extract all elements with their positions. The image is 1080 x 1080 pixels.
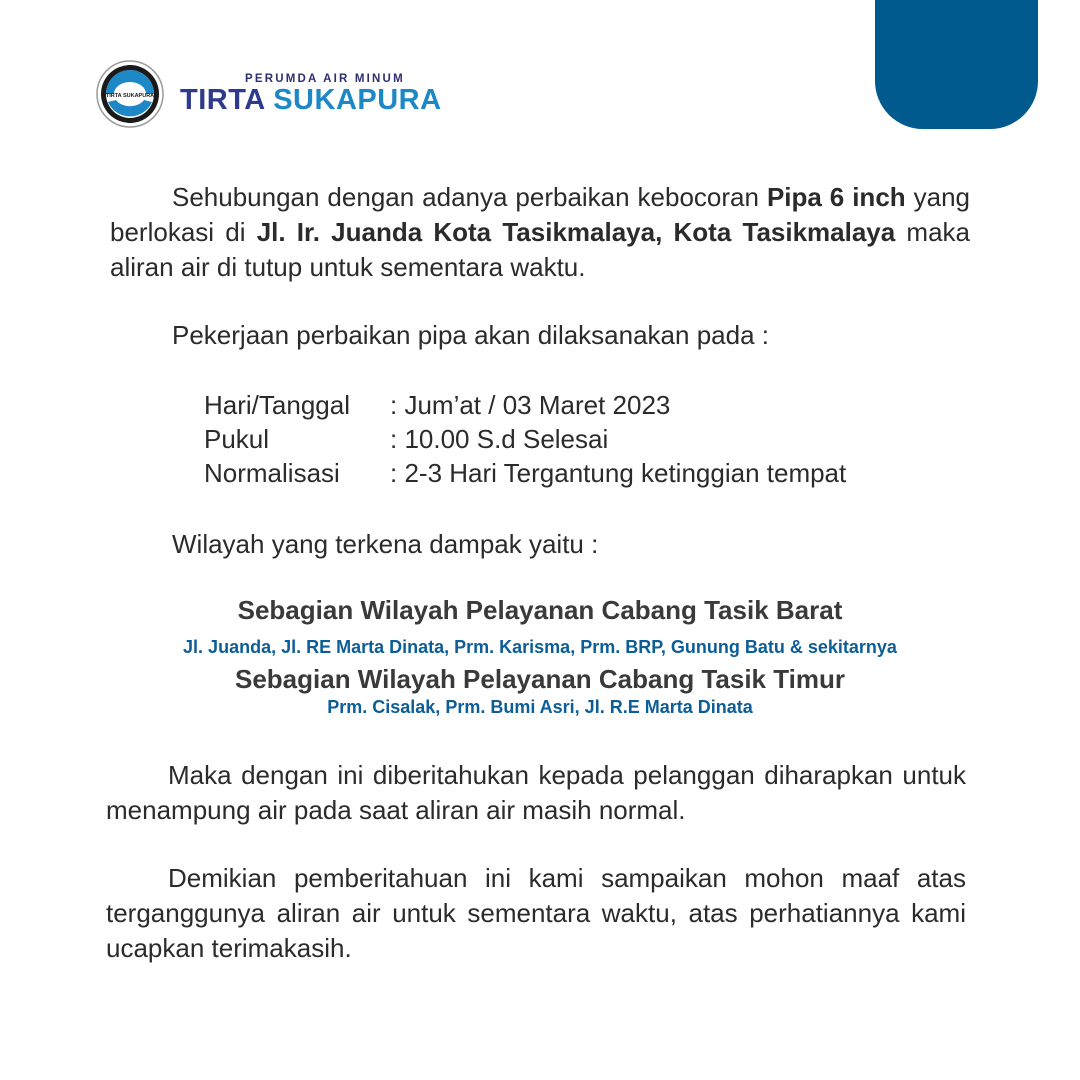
paragraph-closing: Demikian pemberitahuan ini kami sampaikan mohon maaf atas terganggunya aliran air untuk sementara waktu, atas perhatiannya kami ucapkan terimakasih. (106, 863, 966, 963)
schedule-row (204, 388, 846, 422)
brand-name-part2: SUKAPURA (273, 84, 442, 116)
paragraph-intro: Sehubungan dengan adanya perbaikan kebocoran Pipa 6 inch yang berlokasi di Jl. Ir. Juanda Kota Tasikmalaya, Kota Tasikmalaya maka aliran air di tutup untuk sementara waktu. (110, 182, 971, 282)
schedule-value: : 2-3 Hari Tergantung ketinggian tempat (390, 458, 847, 488)
schedule-label: Hari/Tanggal (204, 390, 350, 420)
schedule-row (204, 422, 846, 456)
schedule-label: Pukul (204, 424, 270, 454)
logo-emblem-icon (96, 60, 164, 128)
area-detail: Jl. Juanda, Jl. RE Marta Dinata, Prm. Karisma, Prm. BRP, Gunung Batu & sekitarnya (183, 637, 897, 657)
paragraph-schedule-intro: Pekerjaan perbaikan pipa akan dilaksanakan pada : (172, 320, 769, 350)
schedule-row (204, 456, 846, 490)
svg-text:TIRTA SUKAPURA: TIRTA SUKAPURA (105, 93, 155, 99)
brand-subtitle: PERUMDA AIR MINUM (245, 73, 405, 85)
corner-tab (875, 0, 1038, 129)
brand-name-part1: TIRTA (180, 84, 265, 116)
schedule-value: : Jum’at / 03 Maret 2023 (390, 390, 671, 420)
brand-name (180, 84, 442, 117)
location: Jl. Ir. Juanda Kota Tasikmalaya, Kota Tasikmalaya (256, 217, 896, 247)
paragraph-advice: Maka dengan ini diberitahukan kepada pelanggan diharapkan untuk menampung air pada saat aliran air masih normal. (106, 760, 966, 825)
paragraph-areas-intro: Wilayah yang terkena dampak yaitu : (172, 529, 599, 559)
schedule-table (204, 388, 846, 490)
area-title: Sebagian Wilayah Pelayanan Cabang Tasik Barat (237, 595, 843, 625)
area-title: Sebagian Wilayah Pelayanan Cabang Tasik Timur (234, 664, 845, 694)
area-detail: Prm. Cisalak, Prm. Bumi Asri, Jl. R.E Marta Dinata (327, 697, 753, 717)
schedule-label: Normalisasi (204, 458, 340, 488)
pipe-size: Pipa 6 inch (766, 182, 906, 212)
schedule-value: : 10.00 S.d Selesai (390, 424, 609, 454)
